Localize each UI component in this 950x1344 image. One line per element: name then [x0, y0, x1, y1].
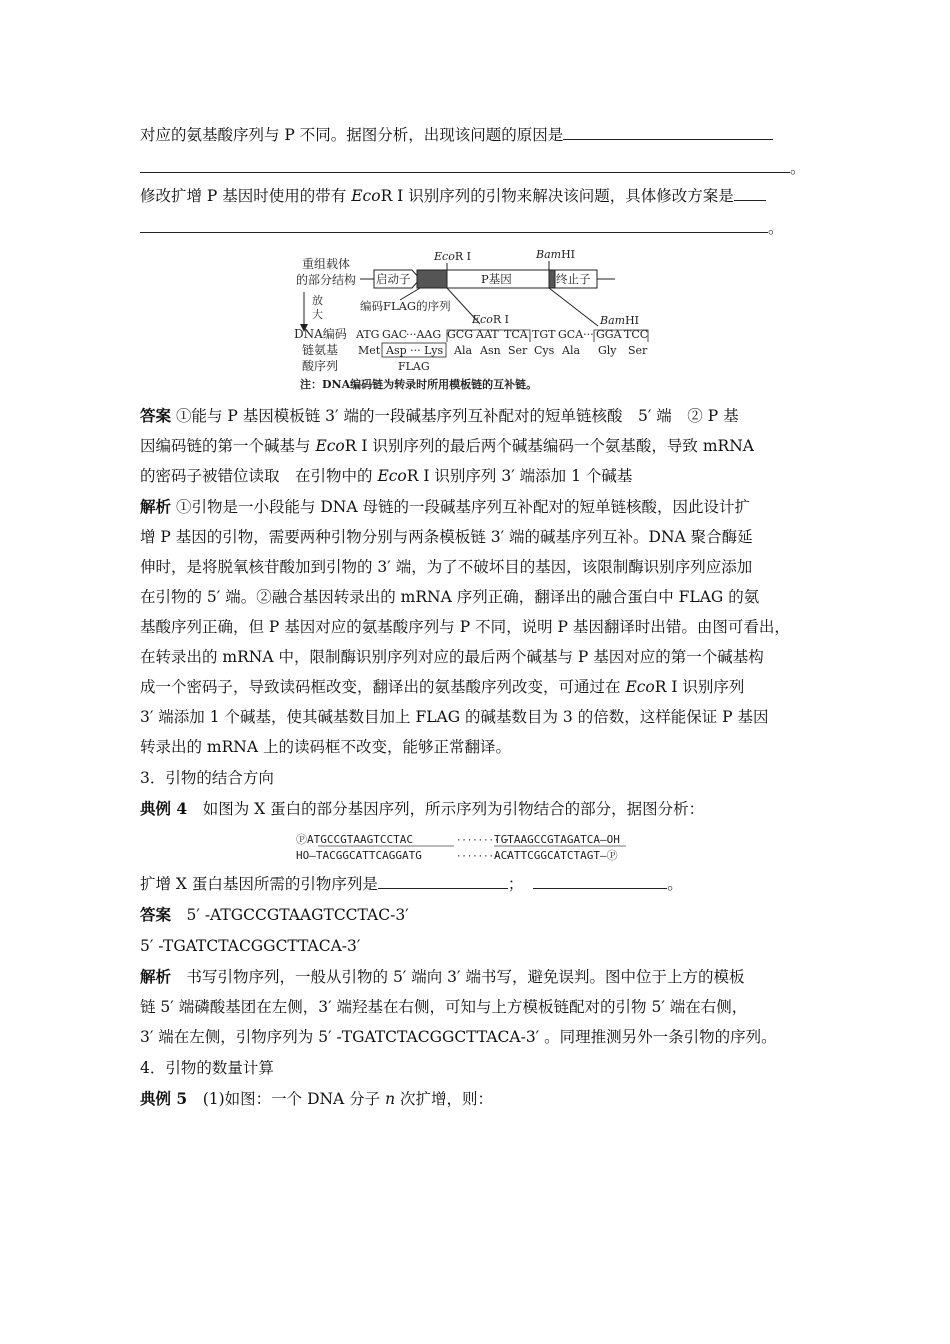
answer-text: 识别序列的最后两个碱基编码一个氨基酸，导致 mRNA	[367, 437, 754, 455]
enzyme-name-rest: R Ⅰ	[380, 187, 404, 205]
section-heading: 3．引物的结合方向	[140, 769, 274, 787]
analysis-line: 链 5′ 端磷酸基团在左侧，3′ 端羟基在右侧，可知与上方模板链配对的引物 5′ 端在右侧，	[140, 998, 748, 1016]
bottom-strand-dots: ··········	[456, 852, 511, 862]
analysis-line: 增 P 基因的引物，需要两种引物分别与两条模板链 3′ 端的碱基序列互补。DNA 聚合酶延	[140, 528, 753, 546]
codon: TCC	[624, 328, 649, 341]
p-gene-label: P基因	[481, 272, 512, 286]
codon: TCA	[504, 328, 528, 341]
example-text: 次扩增，则：	[395, 1090, 494, 1108]
amino-acid: Asp ··· Lys	[386, 344, 444, 357]
answer-label: 答案	[140, 905, 172, 924]
amplify-label: 放	[312, 294, 323, 307]
enzyme-name-rest: R Ⅰ	[406, 467, 430, 485]
vector-figure	[290, 246, 670, 394]
answer-blank	[140, 218, 768, 233]
zoom-line	[549, 288, 598, 326]
analysis-text: 成一个密码子，导致读码框改变，翻译出的氨基酸序列改变，可通过在	[140, 678, 626, 696]
enzyme-name: Eco	[625, 678, 655, 696]
example-line	[140, 799, 820, 819]
example-label: 典例 5	[140, 1089, 188, 1108]
answer-blank	[734, 186, 766, 201]
codon: ATG	[356, 328, 380, 341]
top-strand-left: ⓅATGCCGTAAGTCCTAC	[296, 833, 413, 846]
codon: GAC	[382, 328, 408, 341]
amino-row	[358, 343, 648, 357]
amino-acid: Met	[358, 344, 381, 357]
question-line-q4	[140, 874, 820, 894]
enzyme-name: Eco	[377, 467, 407, 485]
analysis-label: 解析	[140, 967, 172, 986]
question-text: 修改扩增 P 基因时使用的带有	[140, 187, 347, 205]
analysis-text: 书写引物序列，一般从引物的 5′ 端向 3′ 端书写，避免误判。图中位于上方的模板	[171, 968, 745, 986]
amino-acid: Ser	[628, 344, 648, 357]
answer-line: 5′ -TGATCTACGGCTTACA-3′	[140, 937, 361, 955]
codon: GGA	[596, 328, 622, 341]
analysis-line: 3′ 端添加 1 个碱基，使其碱基数目加上 FLAG 的碱基数目为 3 的倍数，这样能保证 P 基因	[140, 708, 769, 726]
answer-text: 5′ -ATGCCGTAAGTCCTAC-3′	[171, 906, 409, 924]
enzyme-name: Eco	[315, 437, 345, 455]
promoter-label: 启动子	[376, 272, 411, 286]
flag-seq-label: 编码FLAG的序列	[360, 299, 451, 313]
example-text: (1)如图：一个 DNA 分子	[187, 1090, 386, 1108]
answer-blank	[563, 125, 773, 140]
example-line	[140, 1089, 820, 1109]
ecori-label: EcoR Ⅰ	[434, 250, 471, 263]
analysis-text: 识别序列	[677, 678, 745, 696]
analysis-text: ①引物是一小段能与 DNA 母链的一段碱基序列互补配对的短单链核酸，因此设计扩	[175, 498, 750, 516]
answer-text: ①能与 P 基因模板链 3′ 端的一段碱基序列互补配对的短单链核酸 5′ 端 ② P 基	[175, 407, 739, 425]
amino-acid: Gly	[598, 344, 617, 357]
analysis-label: 解析	[140, 497, 172, 516]
period: 。	[667, 875, 683, 893]
codon: ···AAG	[406, 328, 442, 341]
flag-label: FLAG	[398, 360, 430, 373]
bottom-strand-left: HO–TACGGCATTCAGGATG	[296, 849, 422, 862]
variable-n: n	[385, 1090, 396, 1108]
analysis-line: 在引物的 5′ 端。②融合基因转录出的 mRNA 序列正确，翻译出的融合蛋白中 FLAG 的氨	[140, 588, 760, 606]
enzyme-name: Eco	[351, 187, 381, 205]
answer-text: 识别序列 3′ 端添加 1 个碱基	[429, 467, 633, 485]
answer-line	[140, 436, 820, 456]
analysis-line	[140, 677, 820, 697]
analysis-line: 3′ 端在左侧，引物序列为 5′ -TGATCTACGGCTTACA-3′ 。同理推测另外一条引物的序列。	[140, 1028, 777, 1046]
bamhi-block	[549, 270, 555, 288]
amino-acid: Ala	[454, 344, 473, 357]
top-strand-dots: ··········	[456, 836, 511, 846]
analysis-line	[140, 497, 820, 517]
amino-acid: Ser	[508, 344, 528, 357]
amino-acid: Ala	[562, 344, 581, 357]
dna-sequence-figure	[296, 830, 660, 864]
analysis-line: 伸时，是将脱氧核苷酸加到引物的 3′ 端，为了不破坏目的基因，该限制酶识别序列应添加	[140, 558, 753, 576]
answer-blank	[140, 158, 790, 173]
answer-blank	[533, 874, 667, 889]
enzyme-name-rest: R Ⅰ	[344, 437, 368, 455]
example-label: 典例 4	[140, 799, 188, 818]
example-text: 如图为 X 蛋白的部分基因序列，所示序列为引物结合的部分，据图分析：	[187, 800, 705, 818]
top-strand-right: TGTAAGCCGTAGATCA–OH	[494, 833, 620, 846]
question-text: 扩增 X 蛋白基因所需的引物序列是	[140, 875, 378, 893]
analysis-line: 在转录出的 mRNA 中，限制酶识别序列对应的最后两个碱基与 P 基因对应的第一个碱基构	[140, 648, 764, 666]
figure-note: 注：DNA编码链为转录时所用模板链的互补链。	[300, 378, 538, 391]
codon: TGT	[532, 328, 556, 341]
question-text: 识别序列的引物来解决该问题，具体修改方案是	[408, 187, 734, 205]
amino-acid: Asn	[480, 344, 501, 357]
answer-line	[140, 466, 820, 486]
answer-label: 答案	[140, 406, 172, 425]
answer-line	[140, 905, 820, 925]
codon: GCA···	[558, 328, 594, 341]
amino-acid: Cys	[534, 344, 555, 357]
section-heading: 4．引物的数量计算	[140, 1059, 274, 1077]
ecori-label-2: EcoR Ⅰ	[472, 313, 509, 326]
bamhi-label: BamHⅠ	[536, 248, 576, 261]
bottom-strand-right: ACATTCGGCATCTAGT–Ⓟ	[494, 849, 618, 862]
enzyme-name-rest: R Ⅰ	[654, 678, 678, 696]
figure-label: 重组载体	[302, 257, 351, 271]
question-line-2: 。	[140, 158, 820, 178]
analysis-line: 转录出的 mRNA 上的读码框不改变，能够正常翻译。	[140, 738, 511, 756]
amplify-label: 大	[312, 308, 323, 321]
answer-line	[140, 406, 820, 426]
codon: GCG	[447, 328, 473, 341]
question-line-4: 。	[140, 218, 820, 238]
figure-label: 的部分结构	[296, 273, 357, 287]
figure-label: DNA编码	[294, 327, 347, 341]
codon: AAT	[476, 328, 499, 341]
analysis-line	[140, 967, 820, 987]
answer-text: 因编码链的第一个碱基与	[140, 437, 316, 455]
answer-blank	[378, 874, 508, 889]
bamhi-label-2: BamHⅠ	[600, 314, 640, 327]
answer-text: 的密码子被错位读取 在引物中的	[140, 467, 378, 485]
figure-label: 链氨基	[302, 343, 339, 357]
figure-label: 酸序列	[302, 359, 339, 373]
question-line-1	[140, 125, 820, 145]
question-line-3	[140, 186, 820, 206]
flag-block	[417, 270, 447, 288]
terminator-label: 终止子	[556, 272, 591, 286]
separator: ；	[507, 875, 524, 893]
analysis-line: 基酸序列正确，但 P 基因对应的氨基酸序列与 P 不同，说明 P 基因翻译时出错。由图可看出，	[140, 618, 790, 636]
question-text: 对应的氨基酸序列与 P 不同。据图分析，出现该问题的原因是	[140, 126, 564, 144]
